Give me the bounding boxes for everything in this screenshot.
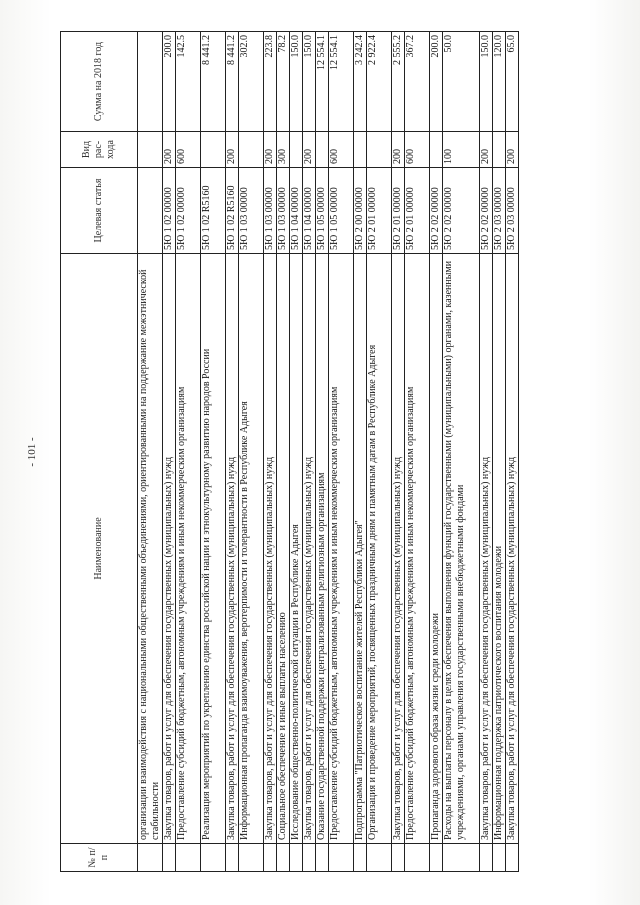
cell-code: 5Ю 2 01 00000 (392, 168, 405, 254)
table-row (443, 32, 480, 872)
rotated-table-container (60, 32, 580, 872)
cell-type: 200 (480, 132, 493, 168)
cell-name: Исследование общественно-политической ситуации в Республике Адыгея (290, 254, 303, 844)
cell-type (201, 132, 226, 168)
cell-type (239, 132, 264, 168)
cell-sum: 65.0 (506, 32, 519, 132)
cell-name: Подпрограмма "Патриотическое воспитание жителей Республики Адыгея" (354, 254, 367, 844)
cell-sum: 367.2 (405, 32, 430, 132)
cell-num (239, 844, 264, 872)
table-row (277, 32, 290, 872)
cell-code: 5Ю 2 02 00000 (480, 168, 493, 254)
cell-name: Пропаганда здорового образа жизни среди молодежи (430, 254, 443, 844)
cell-sum: 8 441.2 (201, 32, 226, 132)
cell-code: 5Ю 1 04 00000 (290, 168, 303, 254)
cell-sum: 200.0 (163, 32, 176, 132)
cell-sum: 223.8 (264, 32, 277, 132)
cell-name: Предоставление субсидий бюджетным, автономным учреждениям и иным некоммерческим организациям (176, 254, 201, 844)
cell-name: Организация и проведение мероприятий, посвященных праздничным дням и памятным датам в Республике Адыгея (367, 254, 392, 844)
cell-num (493, 844, 506, 872)
table-row (138, 32, 163, 872)
cell-code: 5Ю 1 05 00000 (329, 168, 354, 254)
table-row (367, 32, 392, 872)
cell-type: 200 (506, 132, 519, 168)
cell-name: Оказание государственной поддержки централизованным религиозным организациям (316, 254, 329, 844)
cell-type: 200 (392, 132, 405, 168)
cell-name: Предоставление субсидий бюджетным, автономным учреждениям и иным некоммерческим организациям (405, 254, 430, 844)
table-row (239, 32, 264, 872)
cell-code: 5Ю 1 02 R5160 (201, 168, 226, 254)
cell-code: 5Ю 2 03 00000 (493, 168, 506, 254)
cell-sum: 2 922.4 (367, 32, 392, 132)
cell-num (316, 844, 329, 872)
cell-num (226, 844, 239, 872)
cell-name: Информационная поддержка патриотического воспитания молодежи (493, 254, 506, 844)
table-row (405, 32, 430, 872)
cell-num (138, 844, 163, 872)
table-row (163, 32, 176, 872)
cell-num (443, 844, 480, 872)
cell-sum: 302.0 (239, 32, 264, 132)
cell-code: 5Ю 2 02 00000 (443, 168, 480, 254)
cell-type (290, 132, 303, 168)
cell-type: 200 (303, 132, 316, 168)
cell-name: Закупка товаров, работ и услуг для обеспечения государственных (муниципальных) нужд (303, 254, 316, 844)
table-row (506, 32, 519, 872)
cell-num (201, 844, 226, 872)
cell-sum (138, 32, 163, 132)
cell-type: 600 (329, 132, 354, 168)
cell-num (405, 844, 430, 872)
cell-num (430, 844, 443, 872)
header-type: Вид рас-хода (61, 132, 138, 168)
cell-sum: 2 555.2 (392, 32, 405, 132)
cell-sum: 50.0 (443, 32, 480, 132)
table-row (354, 32, 367, 872)
cell-sum: 150.0 (290, 32, 303, 132)
cell-num (290, 844, 303, 872)
cell-num (163, 844, 176, 872)
cell-code: 5Ю 1 03 00000 (277, 168, 290, 254)
cell-type (138, 132, 163, 168)
cell-type (354, 132, 367, 168)
header-code: Целевая статья (61, 168, 138, 254)
cell-num (506, 844, 519, 872)
header-name: Наименование (61, 254, 138, 844)
cell-name: Информационная пропаганда взаимоуважения, веротерпимости и толерантности в Республике Адыгея (239, 254, 264, 844)
table-row (493, 32, 506, 872)
cell-code: 5Ю 1 04 00000 (303, 168, 316, 254)
cell-code: 5Ю 1 03 00000 (264, 168, 277, 254)
cell-code: 5Ю 1 02 00000 (163, 168, 176, 254)
cell-code: 5Ю 1 02 R5160 (226, 168, 239, 254)
budget-table (60, 31, 519, 872)
cell-sum: 120.0 (493, 32, 506, 132)
table-row (316, 32, 329, 872)
cell-code: 5Ю 2 01 00000 (367, 168, 392, 254)
header-sum: Сумма на 2018 год (61, 32, 138, 132)
table-row (176, 32, 201, 872)
cell-type (493, 132, 506, 168)
cell-num (264, 844, 277, 872)
cell-name: Реализация мероприятий по укреплению единства российской нации и этнокультурному развитию народов России (201, 254, 226, 844)
cell-num (277, 844, 290, 872)
cell-sum: 200.0 (430, 32, 443, 132)
table-row (392, 32, 405, 872)
page-number-text: - 101 - (26, 437, 38, 467)
cell-sum: 142.5 (176, 32, 201, 132)
cell-sum: 12 554.1 (316, 32, 329, 132)
table-row (201, 32, 226, 872)
cell-name: Закупка товаров, работ и услуг для обеспечения государственных (муниципальных) нужд (506, 254, 519, 844)
cell-type: 200 (226, 132, 239, 168)
header-num: № п/п (61, 844, 138, 872)
cell-type (316, 132, 329, 168)
cell-num (367, 844, 392, 872)
cell-type: 600 (176, 132, 201, 168)
cell-name: Социальное обеспечение и иные выплаты населению (277, 254, 290, 844)
cell-type: 200 (264, 132, 277, 168)
cell-name: организации взаимодействия с национальными общественными объединениями, ориентированными на поддержание межэтнической стабильности (138, 254, 163, 844)
cell-name: Закупка товаров, работ и услуг для обеспечения государственных (муниципальных) нужд (226, 254, 239, 844)
cell-code: 5Ю 1 05 00000 (316, 168, 329, 254)
table-row (480, 32, 493, 872)
cell-sum: 8 441.2 (226, 32, 239, 132)
cell-num (354, 844, 367, 872)
cell-name: Предоставление субсидий бюджетным, автономным учреждениям и иным некоммерческим организациям (329, 254, 354, 844)
cell-sum: 78.2 (277, 32, 290, 132)
cell-code (138, 168, 163, 254)
cell-sum: 3 242.4 (354, 32, 367, 132)
cell-num (392, 844, 405, 872)
cell-code: 5Ю 1 02 00000 (176, 168, 201, 254)
cell-sum: 150.0 (480, 32, 493, 132)
table-row (329, 32, 354, 872)
cell-type: 600 (405, 132, 430, 168)
table-body (138, 32, 519, 872)
cell-type (430, 132, 443, 168)
cell-code: 5Ю 2 01 00000 (405, 168, 430, 254)
table-row (430, 32, 443, 872)
cell-name: Расходы на выплаты персоналу в целях обеспечения выполнения функций государственными (муниципальными) органами, казенными учреждениями, органами управления государственными внебюджетными фондами (443, 254, 480, 844)
cell-type (367, 132, 392, 168)
cell-num (329, 844, 354, 872)
cell-type: 300 (277, 132, 290, 168)
table-row (290, 32, 303, 872)
cell-type: 100 (443, 132, 480, 168)
cell-code: 5Ю 2 00 00000 (354, 168, 367, 254)
table-row (226, 32, 239, 872)
cell-code: 5Ю 2 02 00000 (430, 168, 443, 254)
cell-code: 5Ю 2 03 00000 (506, 168, 519, 254)
cell-name: Закупка товаров, работ и услуг для обеспечения государственных (муниципальных) нужд (480, 254, 493, 844)
cell-type: 200 (163, 132, 176, 168)
table-row (303, 32, 316, 872)
cell-name: Закупка товаров, работ и услуг для обеспечения государственных (муниципальных) нужд (163, 254, 176, 844)
cell-name: Закупка товаров, работ и услуг для обеспечения государственных (муниципальных) нужд (264, 254, 277, 844)
cell-code: 5Ю 1 03 00000 (239, 168, 264, 254)
cell-num (176, 844, 201, 872)
table-header-row (61, 32, 138, 872)
cell-sum: 12 554.1 (329, 32, 354, 132)
cell-sum: 150.0 (303, 32, 316, 132)
cell-num (480, 844, 493, 872)
cell-num (303, 844, 316, 872)
cell-name: Закупка товаров, работ и услуг для обеспечения государственных (муниципальных) нужд (392, 254, 405, 844)
table-row (264, 32, 277, 872)
